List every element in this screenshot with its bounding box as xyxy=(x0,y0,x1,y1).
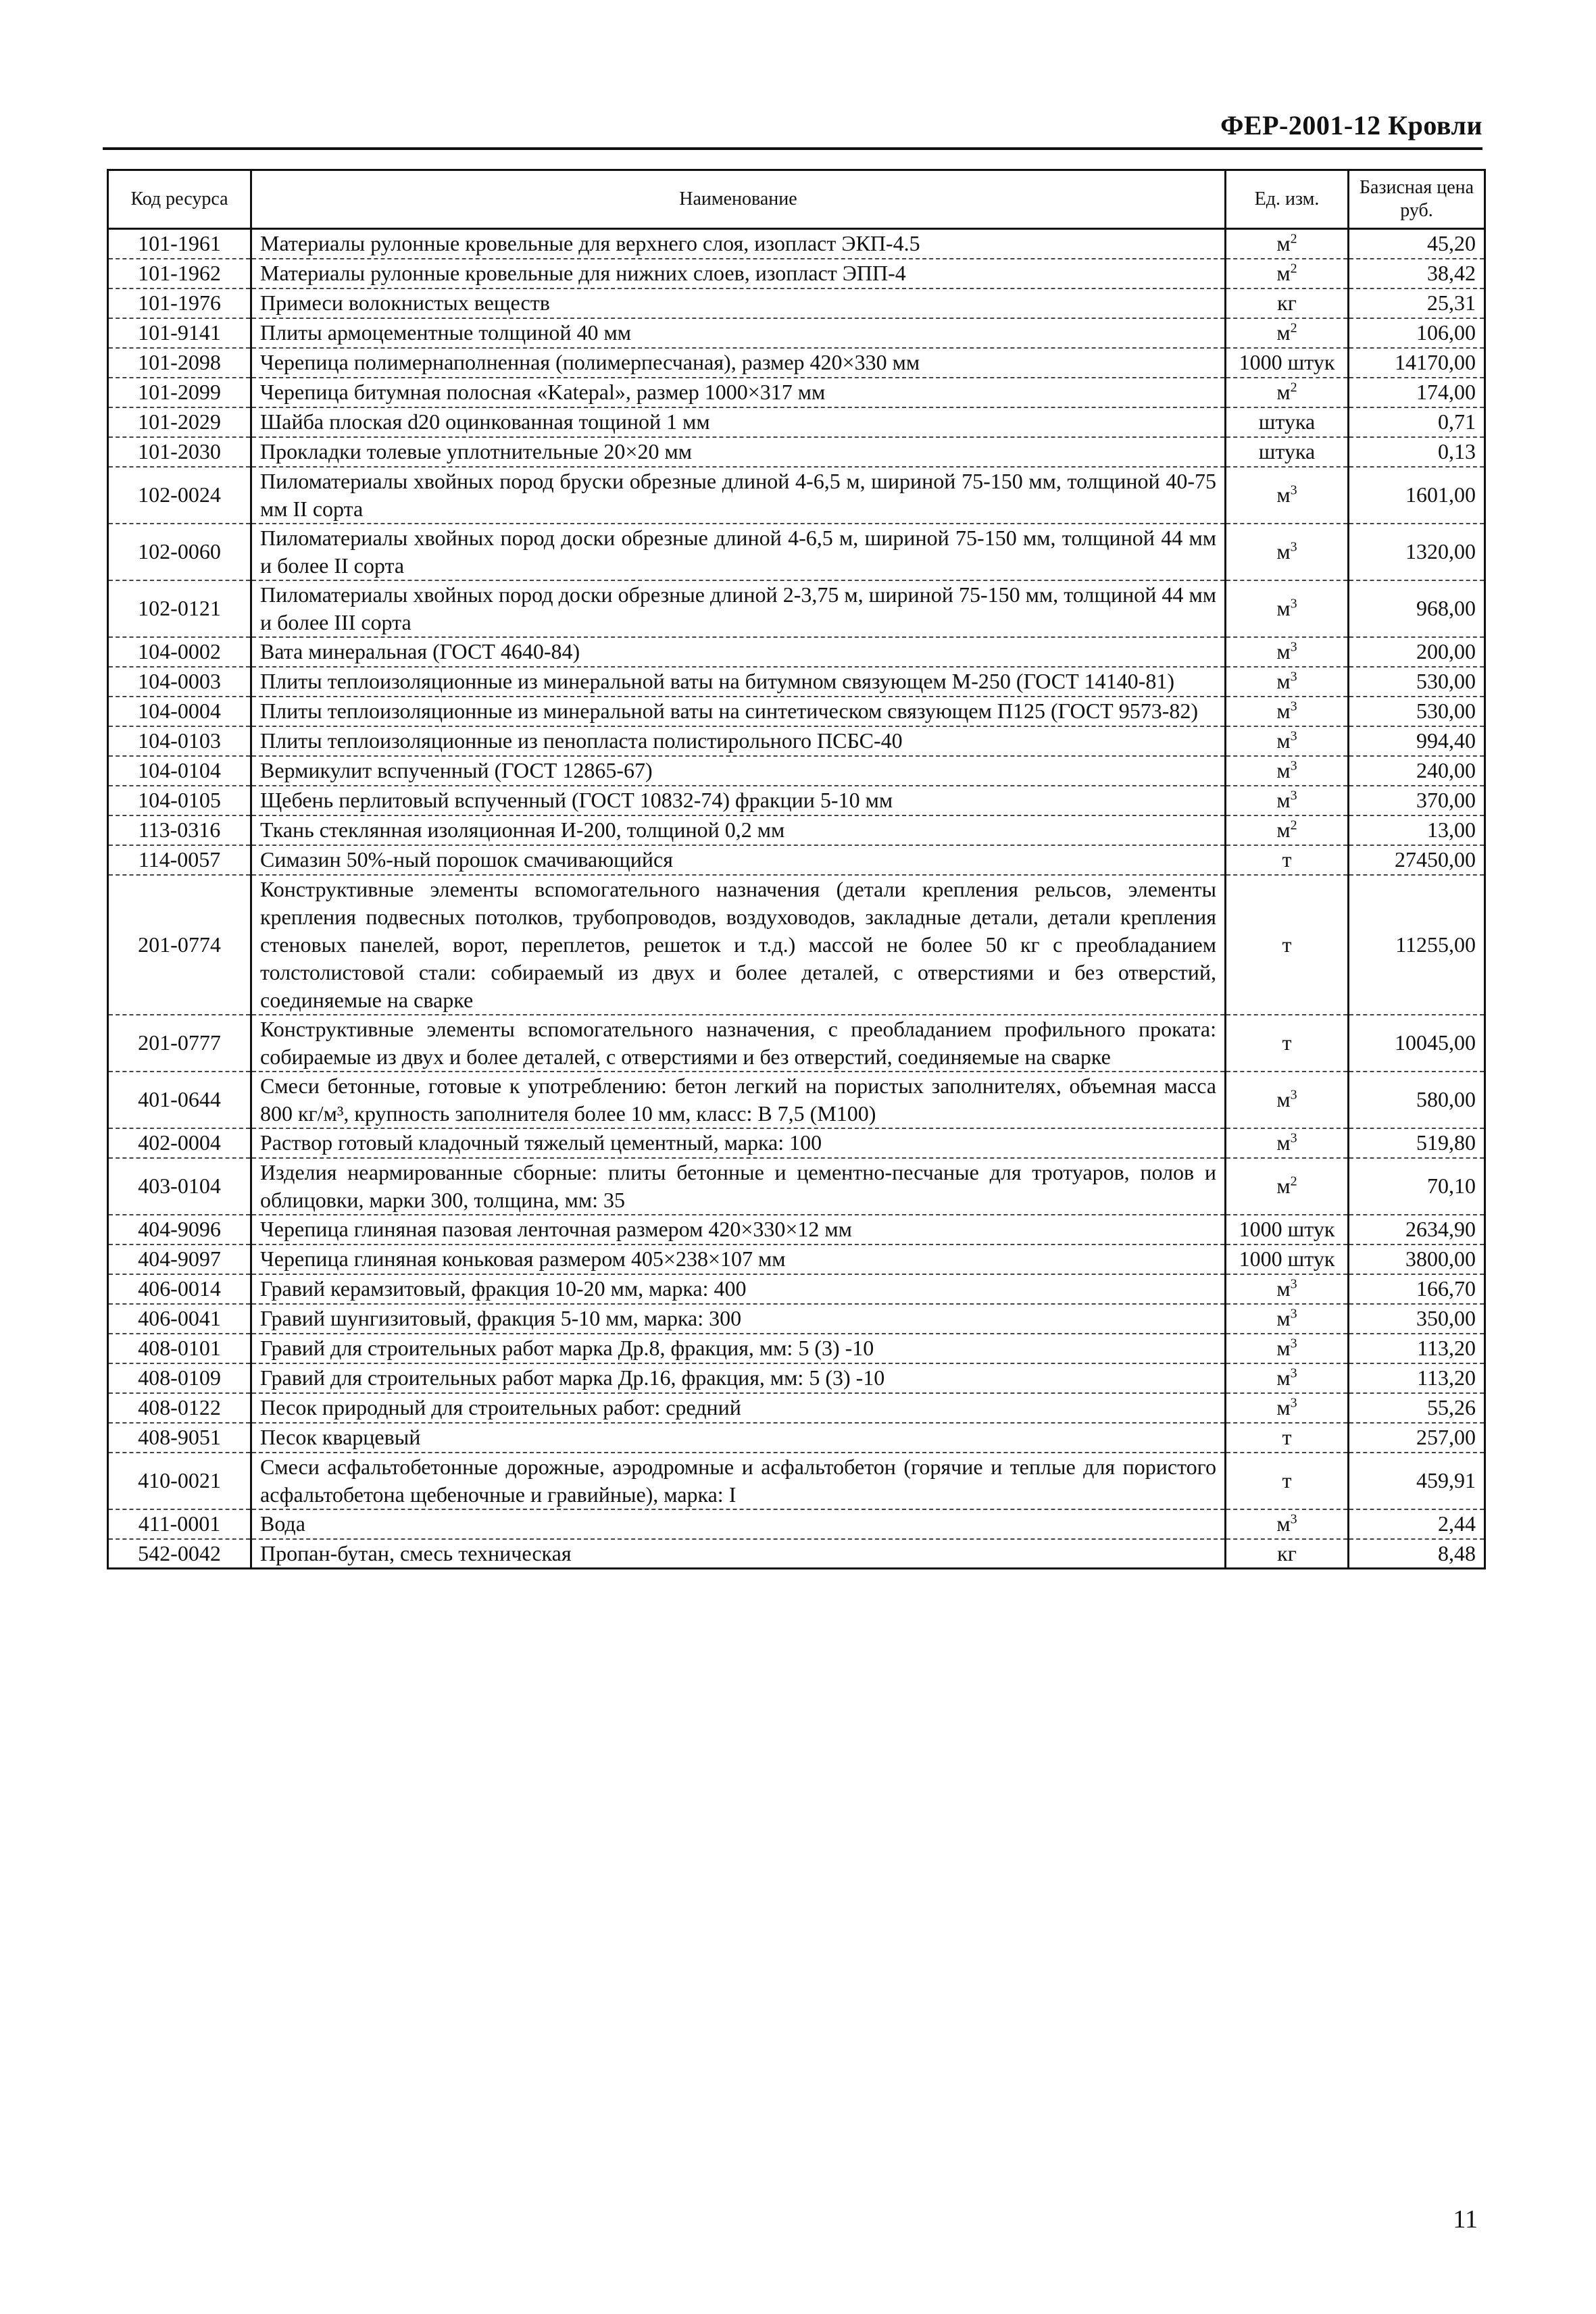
unit-base: т xyxy=(1282,1468,1292,1492)
resource-unit xyxy=(1226,756,1349,786)
resource-name: Гравий для строительных работ марка Др.8, фракция, мм: 5 (3) -10 xyxy=(251,1334,1226,1363)
resource-code: 113-0316 xyxy=(108,815,251,845)
resource-name: Плиты теплоизоляционные из минеральной ваты на синтетическом связующем П125 (ГОСТ 9573-82) xyxy=(251,697,1226,726)
table-row xyxy=(108,524,1485,580)
resource-unit xyxy=(1226,1363,1349,1393)
resource-name: Изделия неармированные сборные: плиты бетонные и цементно-песчаные для тротуаров, полов и облицовки, марки 300, толщина, мм: 35 xyxy=(251,1158,1226,1215)
resource-unit xyxy=(1226,229,1349,259)
unit-base: м xyxy=(1276,482,1291,507)
resource-unit xyxy=(1226,524,1349,580)
resource-code: 408-0122 xyxy=(108,1393,251,1423)
resource-price: 8,48 xyxy=(1349,1539,1485,1569)
table-row xyxy=(108,815,1485,845)
resource-code: 403-0104 xyxy=(108,1158,251,1215)
unit-exponent: 2 xyxy=(1290,320,1297,336)
resource-unit xyxy=(1226,437,1349,467)
resource-price: 1320,00 xyxy=(1349,524,1485,580)
table-row xyxy=(108,786,1485,815)
resource-code: 408-9051 xyxy=(108,1423,251,1453)
resource-price: 0,71 xyxy=(1349,407,1485,437)
resource-code: 101-2030 xyxy=(108,437,251,467)
resource-name: Смеси асфальтобетонные дорожные, аэродромные и асфальтобетон (горячие и теплые для пористого асфальтобетона щебеночные и гравийные), марка: I xyxy=(251,1453,1226,1509)
resource-code: 406-0041 xyxy=(108,1304,251,1334)
resource-name: Симазин 50%-ный порошок смачивающийся xyxy=(251,845,1226,875)
resource-name: Черепица глиняная пазовая ленточная размером 420×330×12 мм xyxy=(251,1215,1226,1244)
resource-price: 530,00 xyxy=(1349,667,1485,697)
table-row xyxy=(108,726,1485,756)
resource-name: Конструктивные элементы вспомогательного назначения (детали крепления рельсов, элементы крепления подвесных потолков, трубопроводов, воздуховодов, закладные детали, детали крепления стеновых панелей, ворот, переплетов, решеток и т.д.) массой не более 50 кг с преобладанием толстолистовой стали: собираемый из двух и более деталей, с отверстиями и без отверстий, соединяемые на сварке xyxy=(251,875,1226,1015)
unit-base: кг xyxy=(1277,1540,1297,1565)
resource-name: Вата минеральная (ГОСТ 4640-84) xyxy=(251,637,1226,667)
resource-name: Плиты теплоизоляционные из минеральной ваты на битумном связующем М-250 (ГОСТ 14140-81) xyxy=(251,667,1226,697)
resource-price: 530,00 xyxy=(1349,697,1485,726)
table-row xyxy=(108,288,1485,318)
unit-base: 1000 штук xyxy=(1239,1247,1335,1271)
unit-base: м xyxy=(1276,320,1291,345)
table-row xyxy=(108,875,1485,1015)
resource-code: 101-2098 xyxy=(108,348,251,378)
unit-base: м xyxy=(1276,380,1291,404)
unit-exponent: 3 xyxy=(1290,1087,1297,1103)
unit-exponent: 2 xyxy=(1290,231,1297,247)
resource-unit xyxy=(1226,637,1349,667)
unit-exponent: 3 xyxy=(1290,1306,1297,1322)
table-row xyxy=(108,1423,1485,1453)
resource-unit xyxy=(1226,318,1349,348)
unit-base: 1000 штук xyxy=(1239,350,1335,374)
resource-price: 240,00 xyxy=(1349,756,1485,786)
unit-base: м xyxy=(1276,1130,1291,1155)
resource-name: Пиломатериалы хвойных пород бруски обрезные длиной 4-6,5 м, шириной 75-150 мм, толщиной 40-75 мм II сорта xyxy=(251,467,1226,524)
resource-code: 102-0024 xyxy=(108,467,251,524)
table-row xyxy=(108,467,1485,524)
resource-unit xyxy=(1226,875,1349,1015)
resource-code: 101-2029 xyxy=(108,407,251,437)
table-row xyxy=(108,1274,1485,1304)
resource-unit xyxy=(1226,786,1349,815)
resource-unit xyxy=(1226,580,1349,637)
resource-price: 106,00 xyxy=(1349,318,1485,348)
unit-base: м xyxy=(1276,758,1291,782)
unit-base: м xyxy=(1276,231,1291,256)
table-row xyxy=(108,1304,1485,1334)
resource-price-table xyxy=(107,169,1486,1569)
resource-name: Плиты армоцементные толщиной 40 мм xyxy=(251,318,1226,348)
resource-price: 370,00 xyxy=(1349,786,1485,815)
unit-exponent: 3 xyxy=(1290,1130,1297,1146)
resource-code: 101-1962 xyxy=(108,259,251,288)
unit-base: м xyxy=(1276,699,1291,723)
unit-base: м xyxy=(1276,669,1291,693)
resource-price: 174,00 xyxy=(1349,378,1485,407)
unit-exponent: 3 xyxy=(1290,788,1297,803)
resource-code: 542-0042 xyxy=(108,1539,251,1569)
resource-name: Материалы рулонные кровельные для нижних слоев, изопласт ЭПП-4 xyxy=(251,259,1226,288)
resource-name: Гравий для строительных работ марка Др.16, фракция, мм: 5 (3) -10 xyxy=(251,1363,1226,1393)
table-row xyxy=(108,1334,1485,1363)
resource-unit xyxy=(1226,1015,1349,1072)
table-row xyxy=(108,1244,1485,1274)
unit-exponent: 3 xyxy=(1290,639,1297,655)
resource-name: Гравий шунгизитовый, фракция 5-10 мм, марка: 300 xyxy=(251,1304,1226,1334)
resource-unit xyxy=(1226,259,1349,288)
resource-name: Ткань стеклянная изоляционная И-200, толщиной 0,2 мм xyxy=(251,815,1226,845)
unit-exponent: 3 xyxy=(1290,1365,1297,1381)
unit-base: м xyxy=(1276,818,1291,842)
resource-price: 25,31 xyxy=(1349,288,1485,318)
unit-exponent: 3 xyxy=(1290,1395,1297,1411)
resource-name: Пиломатериалы хвойных пород доски обрезные длиной 2-3,75 м, шириной 75-150 мм, толщиной 44 мм и более III сорта xyxy=(251,580,1226,637)
resource-price: 257,00 xyxy=(1349,1423,1485,1453)
resource-name: Черепица битумная полосная «Katepal», размер 1000×317 мм xyxy=(251,378,1226,407)
table-row xyxy=(108,845,1485,875)
resource-name: Черепица глиняная коньковая размером 405×238×107 мм xyxy=(251,1244,1226,1274)
resource-unit xyxy=(1226,815,1349,845)
unit-base: м xyxy=(1276,788,1291,812)
unit-base: м xyxy=(1276,596,1291,620)
resource-code: 114-0057 xyxy=(108,845,251,875)
resource-code: 410-0021 xyxy=(108,1453,251,1509)
resource-name: Щебень перлитовый вспученный (ГОСТ 10832-74) фракции 5-10 мм xyxy=(251,786,1226,815)
unit-base: м xyxy=(1276,1511,1291,1536)
resource-price: 113,20 xyxy=(1349,1363,1485,1393)
resource-price: 70,10 xyxy=(1349,1158,1485,1215)
table-row xyxy=(108,318,1485,348)
unit-base: м xyxy=(1276,261,1291,285)
resource-name: Конструктивные элементы вспомогательного назначения, с преобладанием профильного проката: собираемые из двух и более деталей, с отверстиями и без отверстий, соединяемые на сварке xyxy=(251,1015,1226,1072)
unit-base: штука xyxy=(1258,439,1316,463)
resource-name: Прокладки толевые уплотнительные 20×20 мм xyxy=(251,437,1226,467)
resource-price: 1601,00 xyxy=(1349,467,1485,524)
resource-price: 11255,00 xyxy=(1349,875,1485,1015)
unit-exponent: 3 xyxy=(1290,669,1297,684)
table-row xyxy=(108,1509,1485,1539)
resource-code: 104-0103 xyxy=(108,726,251,756)
resource-code: 101-1976 xyxy=(108,288,251,318)
resource-code: 104-0003 xyxy=(108,667,251,697)
resource-name: Материалы рулонные кровельные для верхнего слоя, изопласт ЭКП-4.5 xyxy=(251,229,1226,259)
unit-base: м xyxy=(1276,1306,1291,1330)
table-header-row xyxy=(108,170,1485,229)
unit-exponent: 3 xyxy=(1290,728,1297,744)
col-header-code: Код ресурса xyxy=(108,170,251,229)
unit-base: м xyxy=(1276,539,1291,563)
resource-unit xyxy=(1226,1539,1349,1569)
resource-name: Вермикулит вспученный (ГОСТ 12865-67) xyxy=(251,756,1226,786)
resource-price: 0,13 xyxy=(1349,437,1485,467)
resource-name: Плиты теплоизоляционные из пенопласта полистирольного ПСБС-40 xyxy=(251,726,1226,756)
table-row xyxy=(108,1015,1485,1072)
resource-price: 27450,00 xyxy=(1349,845,1485,875)
unit-exponent: 3 xyxy=(1290,758,1297,774)
unit-exponent: 3 xyxy=(1290,596,1297,611)
table-row xyxy=(108,348,1485,378)
resource-code: 101-1961 xyxy=(108,229,251,259)
resource-unit xyxy=(1226,407,1349,437)
resource-price: 14170,00 xyxy=(1349,348,1485,378)
unit-exponent: 2 xyxy=(1290,1174,1297,1189)
resource-code: 201-0774 xyxy=(108,875,251,1015)
resource-unit xyxy=(1226,726,1349,756)
resource-price: 113,20 xyxy=(1349,1334,1485,1363)
resource-price: 994,40 xyxy=(1349,726,1485,756)
unit-exponent: 2 xyxy=(1290,380,1297,395)
unit-base: штука xyxy=(1258,409,1316,434)
unit-exponent: 3 xyxy=(1290,539,1297,555)
table-row xyxy=(108,580,1485,637)
table-row xyxy=(108,1215,1485,1244)
resource-code: 102-0121 xyxy=(108,580,251,637)
table-body xyxy=(108,229,1485,1569)
resource-price: 580,00 xyxy=(1349,1072,1485,1128)
resource-name: Пропан-бутан, смесь техническая xyxy=(251,1539,1226,1569)
resource-unit xyxy=(1226,1453,1349,1509)
resource-unit xyxy=(1226,845,1349,875)
col-header-unit: Ед. изм. xyxy=(1226,170,1349,229)
document-header-title: ФЕР-2001-12 Кровли xyxy=(1220,110,1482,141)
resource-name: Гравий керамзитовый, фракция 10-20 мм, марка: 400 xyxy=(251,1274,1226,1304)
unit-base: кг xyxy=(1277,291,1297,315)
resource-code: 408-0101 xyxy=(108,1334,251,1363)
resource-code: 102-0060 xyxy=(108,524,251,580)
resource-unit xyxy=(1226,1128,1349,1158)
table-row xyxy=(108,756,1485,786)
resource-unit xyxy=(1226,288,1349,318)
resource-unit xyxy=(1226,697,1349,726)
resource-code: 104-0105 xyxy=(108,786,251,815)
unit-base: м xyxy=(1276,1276,1291,1301)
table-row xyxy=(108,1539,1485,1569)
unit-exponent: 3 xyxy=(1290,1336,1297,1351)
table-row xyxy=(108,378,1485,407)
resource-code: 101-2099 xyxy=(108,378,251,407)
unit-base: м xyxy=(1276,1395,1291,1419)
resource-unit xyxy=(1226,1072,1349,1128)
unit-base: 1000 штук xyxy=(1239,1217,1335,1241)
unit-exponent: 3 xyxy=(1290,482,1297,498)
table-row xyxy=(108,1453,1485,1509)
col-header-price: Базисная цена руб. xyxy=(1349,170,1485,229)
resource-unit xyxy=(1226,1423,1349,1453)
unit-base: т xyxy=(1282,1425,1292,1449)
table-row xyxy=(108,1128,1485,1158)
table-row xyxy=(108,437,1485,467)
resource-price: 200,00 xyxy=(1349,637,1485,667)
resource-price: 2634,90 xyxy=(1349,1215,1485,1244)
table-row xyxy=(108,1363,1485,1393)
unit-base: м xyxy=(1276,728,1291,753)
table-row xyxy=(108,229,1485,259)
resource-code: 401-0644 xyxy=(108,1072,251,1128)
resource-price: 459,91 xyxy=(1349,1453,1485,1509)
resource-unit xyxy=(1226,348,1349,378)
unit-base: т xyxy=(1282,932,1292,957)
resource-name: Песок кварцевый xyxy=(251,1423,1226,1453)
table-row xyxy=(108,407,1485,437)
resource-name: Раствор готовый кладочный тяжелый цементный, марка: 100 xyxy=(251,1128,1226,1158)
resource-code: 406-0014 xyxy=(108,1274,251,1304)
resource-unit xyxy=(1226,1393,1349,1423)
resource-name: Смеси бетонные, готовые к употреблению: бетон легкий на пористых заполнителях, объемная масса 800 кг/м³, крупность заполнителя более 10 мм, класс: В 7,5 (М100) xyxy=(251,1072,1226,1128)
resource-price: 350,00 xyxy=(1349,1304,1485,1334)
table-row xyxy=(108,1072,1485,1128)
resource-price: 519,80 xyxy=(1349,1128,1485,1158)
resource-name: Черепица полимернаполненная (полимерпесчаная), размер 420×330 мм xyxy=(251,348,1226,378)
resource-unit xyxy=(1226,1244,1349,1274)
table-row xyxy=(108,697,1485,726)
unit-exponent: 2 xyxy=(1290,818,1297,833)
table-row xyxy=(108,667,1485,697)
table-row xyxy=(108,1393,1485,1423)
resource-code: 104-0004 xyxy=(108,697,251,726)
unit-base: м xyxy=(1276,1365,1291,1390)
resource-code: 104-0002 xyxy=(108,637,251,667)
resource-code: 411-0001 xyxy=(108,1509,251,1539)
unit-base: м xyxy=(1276,1174,1291,1198)
resource-price: 968,00 xyxy=(1349,580,1485,637)
resource-code: 101-9141 xyxy=(108,318,251,348)
col-header-name: Наименование xyxy=(251,170,1226,229)
unit-base: м xyxy=(1276,1087,1291,1111)
resource-price: 2,44 xyxy=(1349,1509,1485,1539)
resource-unit xyxy=(1226,1158,1349,1215)
resource-name: Примеси волокнистых веществ xyxy=(251,288,1226,318)
table-row xyxy=(108,637,1485,667)
resource-name: Шайба плоская d20 оцинкованная тощиной 1 мм xyxy=(251,407,1226,437)
table-row xyxy=(108,259,1485,288)
resource-code: 404-9097 xyxy=(108,1244,251,1274)
resource-name: Пиломатериалы хвойных пород доски обрезные длиной 4-6,5 м, шириной 75-150 мм, толщиной 44 мм и более II сорта xyxy=(251,524,1226,580)
resource-unit xyxy=(1226,378,1349,407)
resource-price: 45,20 xyxy=(1349,229,1485,259)
unit-exponent: 3 xyxy=(1290,1276,1297,1292)
resource-unit xyxy=(1226,1215,1349,1244)
resource-unit xyxy=(1226,467,1349,524)
table-row xyxy=(108,1158,1485,1215)
resource-code: 408-0109 xyxy=(108,1363,251,1393)
unit-base: м xyxy=(1276,639,1291,663)
resource-unit xyxy=(1226,1509,1349,1539)
unit-base: т xyxy=(1282,1030,1292,1055)
unit-base: м xyxy=(1276,1336,1291,1360)
resource-code: 104-0104 xyxy=(108,756,251,786)
resource-code: 402-0004 xyxy=(108,1128,251,1158)
resource-price: 55,26 xyxy=(1349,1393,1485,1423)
resource-name: Песок природный для строительных работ: средний xyxy=(251,1393,1226,1423)
resource-price: 10045,00 xyxy=(1349,1015,1485,1072)
resource-price: 13,00 xyxy=(1349,815,1485,845)
resource-code: 404-9096 xyxy=(108,1215,251,1244)
resource-price: 166,70 xyxy=(1349,1274,1485,1304)
resource-unit xyxy=(1226,1334,1349,1363)
unit-exponent: 3 xyxy=(1290,699,1297,714)
resource-code: 201-0777 xyxy=(108,1015,251,1072)
resource-price: 38,42 xyxy=(1349,259,1485,288)
resource-name: Вода xyxy=(251,1509,1226,1539)
page-number: 11 xyxy=(1453,2205,1478,2234)
unit-base: т xyxy=(1282,847,1292,872)
resource-unit xyxy=(1226,1304,1349,1334)
resource-unit xyxy=(1226,1274,1349,1304)
resource-price: 3800,00 xyxy=(1349,1244,1485,1274)
header-rule xyxy=(103,147,1482,150)
resource-unit xyxy=(1226,667,1349,697)
unit-exponent: 3 xyxy=(1290,1511,1297,1527)
unit-exponent: 2 xyxy=(1290,261,1297,276)
